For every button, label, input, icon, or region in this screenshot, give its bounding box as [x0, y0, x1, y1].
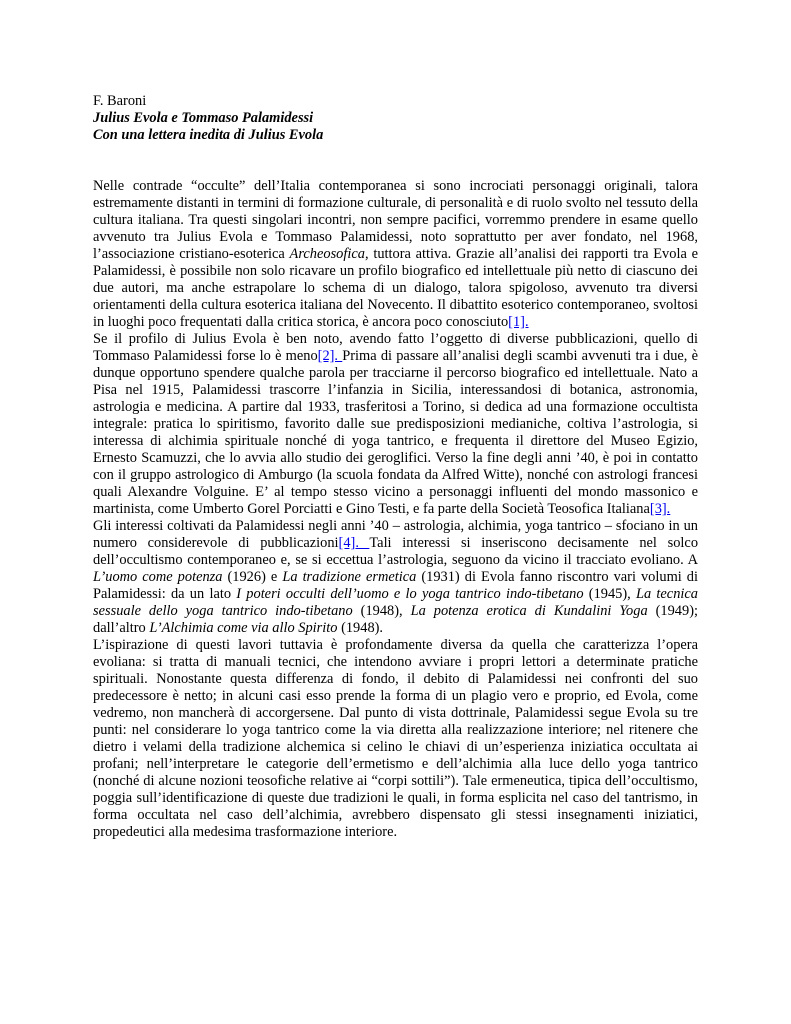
paragraph-3-text-b: Tali interessi si inseriscono decisamente nel solco dell’occultismo contemporaneo e, se si eccettua l’astrologia, seguono da vicino il tracciato evoliano. A — [93, 535, 699, 568]
paragraph-3-text-g: (1949); dall’altro — [93, 603, 698, 636]
article-subtitle: Con una lettera inedita di Julius Evola — [93, 127, 324, 143]
paragraph-3-text-h: (1948). — [337, 620, 384, 636]
paragraph-3-text-c: (1926) e — [222, 569, 283, 585]
paragraph-1 — [93, 178, 698, 331]
document-page — [93, 93, 698, 841]
paragraph-4-text: L’ispirazione di questi lavori tuttavia è profondamente diversa da quella che caratterizza l’opera evoliana: si tratta di manuali tecnici, che intendono avviare i propri lettori a determinate pratiche spirituali. Nonostante questa differenza di fondo, il debito di Palamidessi nei confronti del suo predecessore è netto; in alcuni casi esso prende la forma di un plagio vero e proprio, ed Evola, come vedremo, non mancherà di accorgersene. Dal punto di vista dottrinale, Palamidessi segue Evola su tre punti: nel considerare lo yoga tantrico come la via diretta alla realizzazione interiore; nel ritenere che dietro i velami della tradizione alchemica si celino le chiavi di un’esperienza iniziatica occultata ai profani; nell’interpretare le categorie dell’ermetismo e dell’alchimia alla luce dello yoga tantrico (nonché di alcune nozioni teosofiche relative ai “corpi sottili”). Tale ermeneutica, tipica dell’occultismo, poggia sull’identificazione di queste due tradizioni le quali, in forma esplicita nel caso del tantrismo, in forma occultata nel caso dell’alchimia, avrebbero dispensato gli stessi insegnamenti iniziatici, propedeutici alla medesima trasformazione interiore. — [93, 637, 698, 840]
paragraph-3-text-f: (1948), — [352, 603, 411, 619]
paragraph-1-text-b: , tuttora attiva. Grazie all’analisi dei rapporti tra Evola e Palamidessi, è possibile non solo ricavare un profilo biografico ed intellettuale più netto di ciascuno dei due autori, ma anche estrapolare lo schema di un dialogo, talora spigoloso, avvenuto tra diversi orientamenti della cultura esoterica italiana del Novecento. Il dibattito esoterico contemporaneo, svoltosi in luoghi poco frequentati dalla critica storica, è ancora poco conosciuto — [93, 246, 698, 330]
paragraph-2 — [93, 331, 698, 518]
paragraph-1-text-a: Nelle contrade “occulte” dell’Italia contemporanea si sono incrociati personaggi originali, talora estremamente distanti in termini di formazione culturale, di personalità e di ruolo svolto nel tessuto della cultura italiana. Tra questi singolari incontri, non sempre pacifici, vorremmo prendere in esame quello avvenuto tra Julius Evola e Tommaso Palamidessi, noto soprattutto per aver fondato, nel 1968, l’associazione cristiano-esoterica — [93, 178, 698, 262]
book-title-uomo-come-potenza: L’uomo come potenza — [93, 569, 223, 585]
paragraph-3-text-e: (1945), — [583, 586, 636, 602]
book-title-alchimia-via-spirito: L’Alchimia come via allo Spirito — [149, 620, 338, 636]
footnote-link-4[interactable]: [4]. — [338, 535, 370, 551]
article-title: Julius Evola e Tommaso Palamidessi — [93, 110, 314, 126]
paragraph-3-text-a: Gli interessi coltivati da Palamidessi negli anni ’40 – astrologia, alchimia, yoga tantrico – sfociano in un numero considerevole di pubblicazioni — [93, 518, 698, 551]
footnote-link-1[interactable]: [1]. — [508, 314, 529, 330]
paragraph-2-text-b: Prima di passare all’analisi degli scambi avvenuti tra i due, è dunque opportuno spendere qualche parola per tracciarne il percorso biografico ed intellettuale. Nato a Pisa nel 1915, Palamidessi trascorre l’infanzia in Sicilia, interessandosi di botanica, astronomia, astrologia e medicina. A partire dal 1933, trasferitosi a Torino, si dedica ad una formazione occultista integrale: pratica lo spiritismo, favorito dalle sue predisposizioni medianiche, coltiva l’astrologia, si interessa di alchimia spirituale nonché di yoga tantrico, e frequenta il direttore del Museo Egizio, Ernesto Scamuzzi, che lo avvia allo studio dei geroglifici. Verso la fine degli anni ’40, è poi in contatto con il gruppo astrologico di Amburgo (la scuola fondata da Alfred Witte), nonché con astrologi francesi quali Alexandre Volguine. E’ al tempo stesso vicino a personaggi influenti del mondo massonico e martinista, come Umberto Gorel Porciatti e Gino Testi, e fa parte della Società Teosofica Italiana — [93, 348, 698, 517]
header-spacer — [93, 144, 698, 178]
footnote-link-3[interactable]: [3]. — [649, 501, 671, 517]
author-line: F. Baroni — [93, 93, 147, 109]
paragraph-3 — [93, 518, 698, 637]
book-title-tradizione-ermetica: La tradizione ermetica — [282, 569, 417, 585]
book-title-potenza-erotica: La potenza erotica di Kundalini Yoga — [410, 603, 648, 619]
book-title-poteri-occulti: I poteri occulti dell’uomo e lo yoga tantrico indo-tibetano — [236, 586, 584, 602]
footnote-link-2[interactable]: [2]. — [317, 348, 343, 364]
paragraph-3-text-d: (1931) di Evola fanno riscontro vari volumi di Palamidessi: da un lato — [93, 569, 698, 602]
book-title-tecnica-sessuale: La tecnica sessuale dello yoga tantrico indo-tibetano — [93, 586, 698, 619]
paragraph-1-italic-archeosofica: Archeosofica — [289, 246, 365, 262]
paragraph-4 — [93, 637, 698, 841]
paragraph-2-text-a: Se il profilo di Julius Evola è ben noto, avendo fatto l’oggetto di diverse pubblicazioni, quello di Tommaso Palamidessi forse lo è meno — [93, 331, 698, 364]
